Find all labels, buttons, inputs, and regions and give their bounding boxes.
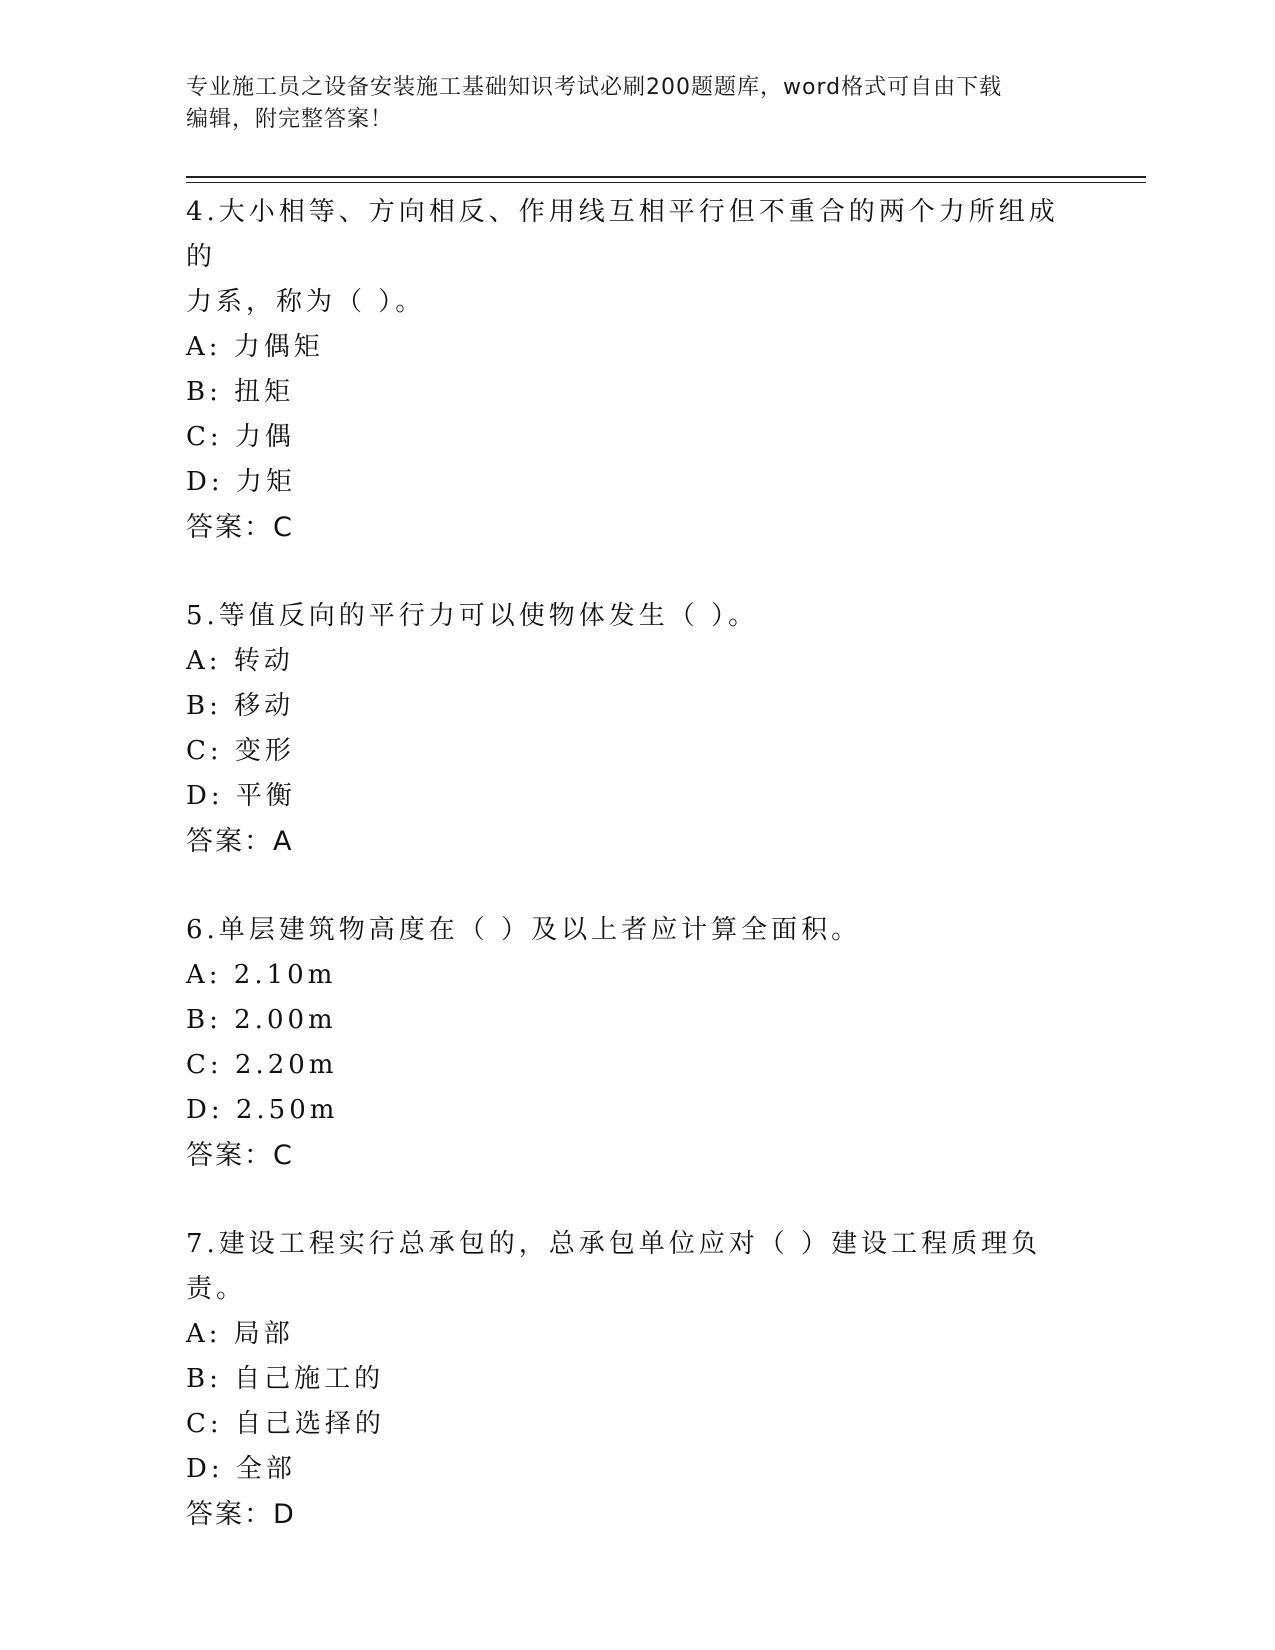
option-d: D: 2.50m: [186, 1095, 339, 1125]
question-stem: 4.大小相等、方向相反、作用线互相平行但不重合的两个力所组成的: [186, 197, 1059, 272]
question-6: [186, 908, 1086, 1178]
header-divider-thin: [186, 182, 1146, 183]
document-header: [186, 72, 1086, 136]
question-7: [186, 1222, 1086, 1537]
option-c: C: 变形: [186, 736, 295, 766]
answer-line: 答案：C: [186, 512, 294, 543]
option-a: A: 力偶矩: [186, 332, 324, 362]
question-list: [186, 190, 1086, 1581]
question-stem: 7.建设工程实行总承包的，总承包单位应对（ ）建设工程质理负责。: [186, 1229, 1042, 1304]
option-b: B: 2.00m: [186, 1005, 337, 1035]
question-stem: 5.等值反向的平行力可以使物体发生（ ）。: [186, 601, 759, 631]
option-a: A: 2.10m: [186, 960, 337, 990]
header-line-2: 编辑，附完整答案！: [186, 107, 394, 132]
answer-line: 答案：C: [186, 1140, 294, 1171]
question-stem-continued: 力系，称为（ ）。: [186, 287, 426, 317]
option-c: C: 力偶: [186, 422, 295, 452]
option-b: B: 扭矩: [186, 377, 295, 407]
header-line-1: 专业施工员之设备安装施工基础知识考试必刷200题题库，word格式可自由下载: [186, 75, 1003, 100]
option-a: A: 转动: [186, 646, 294, 676]
option-a: A: 局部: [186, 1319, 294, 1349]
question-4: [186, 190, 1086, 550]
answer-line: 答案：D: [186, 1499, 296, 1530]
option-c: C: 自己选择的: [186, 1409, 385, 1439]
option-d: D: 平衡: [186, 781, 296, 811]
question-stem: 6.单层建筑物高度在（ ）及以上者应计算全面积。: [186, 915, 862, 945]
question-5: [186, 594, 1086, 864]
answer-line: 答案：A: [186, 826, 294, 857]
option-d: D: 全部: [186, 1454, 296, 1484]
option-b: B: 移动: [186, 691, 295, 721]
option-d: D: 力矩: [186, 467, 296, 497]
option-b: B: 自己施工的: [186, 1364, 385, 1394]
option-c: C: 2.20m: [186, 1050, 338, 1080]
header-divider-thick: [186, 176, 1146, 178]
